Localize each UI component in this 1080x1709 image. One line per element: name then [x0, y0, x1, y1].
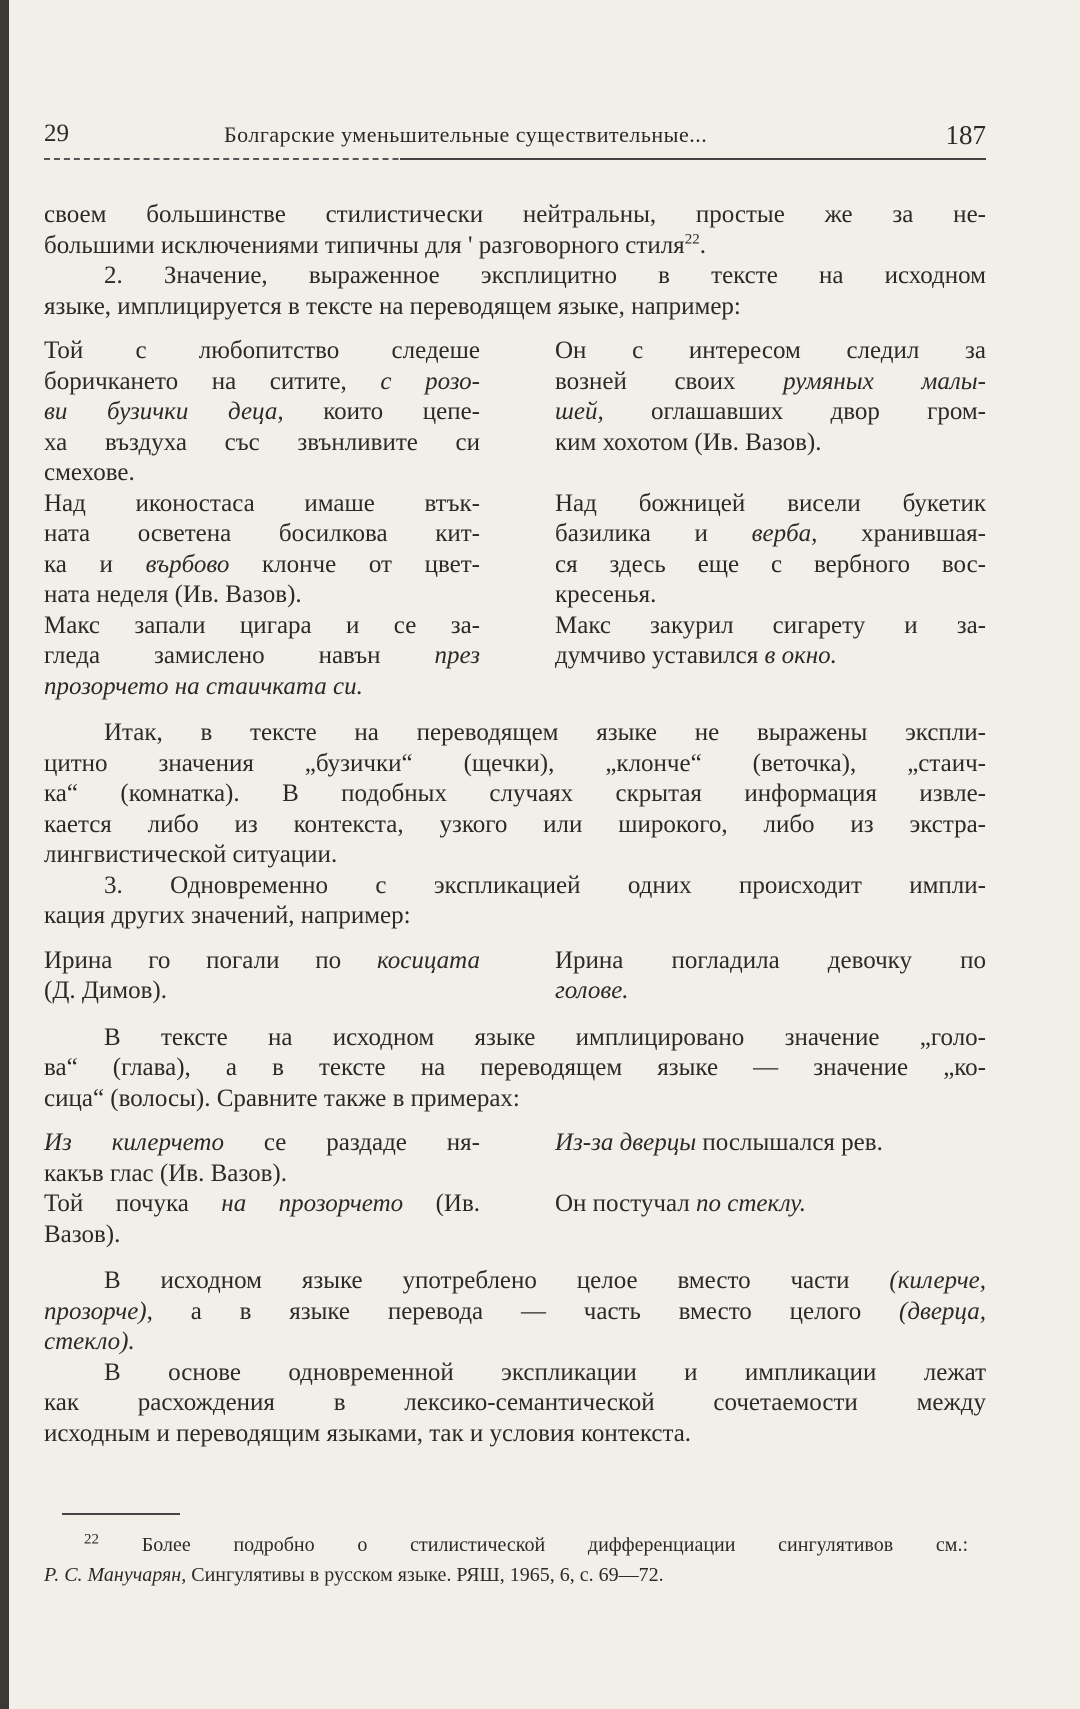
text-segment: Он с интересом следил за — [555, 337, 986, 364]
paragraph — [44, 1358, 986, 1450]
text-line — [44, 810, 986, 841]
text-segment: а в языке перевода — часть вместо целого — [152, 1297, 900, 1325]
text-line — [44, 840, 986, 871]
footnote-ref: 22 — [684, 231, 700, 248]
bulgarian-example — [44, 1189, 480, 1250]
text-line — [555, 611, 986, 642]
italic-text: с розо- — [380, 367, 480, 395]
running-title: Болгарские уменьшительные существительные... — [224, 122, 708, 147]
text-line — [44, 489, 480, 520]
text-line — [44, 1419, 986, 1450]
bulgarian-example — [44, 489, 480, 611]
text-segment: сица“ (волосы). Сравните также в примерах: — [44, 1084, 520, 1112]
text-segment: гледа замислено навън — [44, 642, 435, 669]
italic-text: Из килерчето — [44, 1129, 224, 1156]
example-pairs — [44, 946, 986, 1007]
header-rule-solid — [400, 158, 986, 160]
russian-translation — [555, 1189, 986, 1250]
text-line — [44, 672, 480, 703]
text-segment: които цепе- — [283, 398, 480, 425]
italic-text: по стеклу. — [696, 1190, 807, 1217]
bulgarian-example — [44, 946, 480, 1007]
text-segment: . — [699, 231, 706, 259]
book-binding-edge — [0, 0, 9, 1709]
text-segment: ха въздуха със звънливите си — [44, 428, 480, 456]
text-line — [44, 1530, 968, 1560]
text-segment: послышался рев. — [696, 1129, 883, 1156]
text-segment: Макс запали цигара и се за- — [44, 611, 480, 639]
text-segment: Он постучал — [555, 1190, 696, 1217]
italic-text: верба, — [751, 520, 818, 547]
italic-text: (килерче, — [889, 1267, 986, 1294]
text-segment: ся здесь еще с вербного вос- — [555, 550, 986, 578]
text-line — [44, 1327, 986, 1358]
italic-text: Р. С. Манучарян, — [44, 1564, 187, 1586]
text-line — [555, 336, 986, 367]
paragraph — [44, 871, 986, 932]
italic-text: през — [434, 642, 480, 669]
text-segment: кация других значений, например: — [44, 902, 411, 929]
text-line — [44, 1220, 480, 1251]
text-line — [555, 1128, 986, 1159]
text-segment: 3. Одновременно с экспликацией одних происходит импли- — [104, 871, 986, 899]
text-segment: Ирина погладила девочку по — [555, 946, 986, 974]
text-line — [555, 946, 986, 977]
text-line — [555, 641, 986, 672]
text-segment: языке, имплицируется в тексте на переводящем языке, например: — [44, 292, 741, 320]
header-left-number: 29 — [44, 120, 69, 147]
text-line — [44, 871, 986, 902]
text-line — [44, 292, 986, 323]
bulgarian-example — [44, 336, 480, 489]
text-line — [44, 779, 986, 810]
text-segment: базилика и — [555, 520, 752, 547]
text-segment: хранившая- — [817, 520, 986, 547]
italic-text: косицата — [376, 946, 480, 974]
text-line — [44, 458, 480, 489]
text-line — [44, 1388, 986, 1419]
text-segment: Той почука — [44, 1190, 222, 1217]
text-segment: се раздаде ня- — [223, 1129, 480, 1156]
text-segment: 2. Значение, выраженное эксплицитно в тексте на исходном — [104, 262, 986, 289]
text-line — [555, 367, 986, 398]
text-line — [44, 231, 986, 262]
text-line — [555, 397, 986, 428]
text-segment: цитно значения „бузички“ (щечки), „клонче“ (веточка), „стаич- — [44, 749, 986, 777]
text-line — [555, 428, 986, 459]
text-line — [44, 718, 986, 749]
text-segment: боричкането на ситите, — [44, 367, 381, 395]
text-line — [44, 976, 480, 1007]
russian-translation — [555, 336, 986, 489]
text-segment: Более подробно о стилистической дифференциации сингулятивов см.: — [99, 1534, 968, 1556]
text-segment: (Д. Димов). — [44, 977, 168, 1004]
text-line — [555, 489, 986, 520]
text-line — [44, 397, 480, 428]
italic-text: (дверца, — [899, 1297, 986, 1325]
body-text — [44, 200, 986, 1449]
text-line — [555, 976, 986, 1007]
text-line — [555, 580, 986, 611]
text-segment: ната осветена босилкова кит- — [44, 520, 480, 547]
page-number: 187 — [945, 120, 986, 150]
text-line — [44, 367, 480, 398]
text-segment: своем большинстве стилистически нейтральны, простые же за не- — [44, 201, 986, 228]
text-segment: кается либо из контекста, узкого или широкого, либо из экстра- — [44, 810, 986, 838]
text-segment: ка“ (комнатка). В подобных случаях скрытая информация извле- — [44, 780, 986, 807]
text-line — [44, 1189, 480, 1220]
text-segment: Макс закурил сигарету и за- — [555, 611, 986, 639]
text-segment: Над божницей висели букетик — [555, 489, 986, 517]
text-line — [44, 261, 986, 292]
text-line — [44, 1358, 986, 1389]
italic-text: шей, — [555, 398, 604, 425]
example-pairs — [44, 336, 986, 702]
bulgarian-example — [44, 1128, 480, 1189]
russian-translation — [555, 611, 986, 703]
text-line — [44, 1297, 986, 1328]
text-segment: клонче от цвет- — [229, 550, 480, 578]
text-line — [44, 200, 986, 231]
text-line — [44, 749, 986, 780]
text-segment: ва“ (глава), а в тексте на переводящем языке — значение „ко- — [44, 1054, 986, 1081]
text-line — [555, 519, 986, 550]
text-segment: В тексте на исходном языке имплицировано значение „голо- — [104, 1023, 986, 1051]
text-segment: Той с любопитство следеше — [44, 337, 480, 364]
text-line — [44, 519, 480, 550]
text-segment: Над иконостаса имаше втък- — [44, 489, 480, 517]
paragraph — [44, 1023, 986, 1115]
text-segment: как расхождения в лексико-семантической сочетаемости между — [44, 1389, 986, 1416]
text-segment: (Ив. — [403, 1190, 480, 1217]
text-segment: Вазов). — [44, 1220, 121, 1248]
text-line — [44, 641, 480, 672]
text-line — [44, 946, 480, 977]
text-segment: В основе одновременной экспликации и импликации лежат — [104, 1358, 986, 1386]
paragraph — [44, 718, 986, 871]
text-line — [44, 611, 480, 642]
text-segment: ка и — [44, 550, 146, 578]
paragraph — [44, 1266, 986, 1358]
footnote — [44, 1530, 968, 1590]
text-line — [44, 1053, 986, 1084]
footnote-ref: 22 — [84, 1531, 99, 1548]
paragraph — [44, 261, 986, 322]
italic-text: Из-за дверцы — [555, 1129, 697, 1156]
italic-text: на прозорчето — [221, 1190, 404, 1217]
text-line — [44, 428, 480, 459]
text-line — [44, 901, 986, 932]
italic-text: прозорче), — [44, 1297, 153, 1325]
text-segment: смехове. — [44, 459, 135, 486]
russian-translation — [555, 489, 986, 611]
russian-translation — [555, 946, 986, 1007]
bulgarian-example — [44, 611, 480, 703]
text-segment: исходным и переводящим языками, так и условия контекста. — [44, 1419, 692, 1447]
italic-text: стекло). — [44, 1328, 135, 1355]
text-line — [44, 1128, 480, 1159]
italic-text: прозорчето на стаичката си. — [44, 672, 363, 700]
russian-translation — [555, 1128, 986, 1189]
text-line — [44, 550, 480, 581]
text-line — [44, 1159, 480, 1190]
text-line — [555, 550, 986, 581]
text-line — [44, 336, 480, 367]
text-segment: Сингулятивы в русском языке. РЯШ, 1965, 6, с. 69—72. — [186, 1564, 664, 1586]
example-pairs — [44, 1128, 986, 1250]
italic-text: върбово — [145, 550, 230, 578]
text-segment: какъв глас (Ив. Вазов). — [44, 1159, 287, 1187]
text-line — [44, 1084, 986, 1115]
italic-text: голове. — [555, 977, 629, 1004]
text-segment: думчиво уставился — [555, 642, 765, 669]
text-segment: лингвистической ситуации. — [44, 841, 338, 868]
text-segment: Итак, в тексте на переводящем языке не выражены экспли- — [104, 719, 986, 746]
text-line — [555, 1189, 986, 1220]
text-segment: большими исключениями типичны для ' разговорного стиля — [44, 231, 685, 259]
text-segment: ким хохотом (Ив. Вазов). — [555, 428, 822, 456]
text-segment: Ирина го погали по — [44, 946, 377, 974]
text-segment: кресенья. — [555, 581, 657, 608]
text-line — [44, 1560, 968, 1590]
text-segment: возней своих — [555, 367, 784, 395]
text-segment: оглашавших двор гром- — [603, 398, 986, 425]
italic-text: ви бузички деца, — [44, 398, 284, 425]
italic-text: румяных малы- — [783, 367, 986, 395]
running-header — [44, 120, 986, 154]
text-segment: ната неделя (Ив. Вазов). — [44, 581, 302, 608]
text-line — [44, 1266, 986, 1297]
text-line — [44, 580, 480, 611]
paragraph — [44, 200, 986, 261]
text-segment: В исходном языке употреблено целое вместо части — [104, 1267, 890, 1294]
italic-text: в окно. — [764, 642, 837, 669]
footnote-rule — [62, 1513, 180, 1515]
text-line — [44, 1023, 986, 1054]
